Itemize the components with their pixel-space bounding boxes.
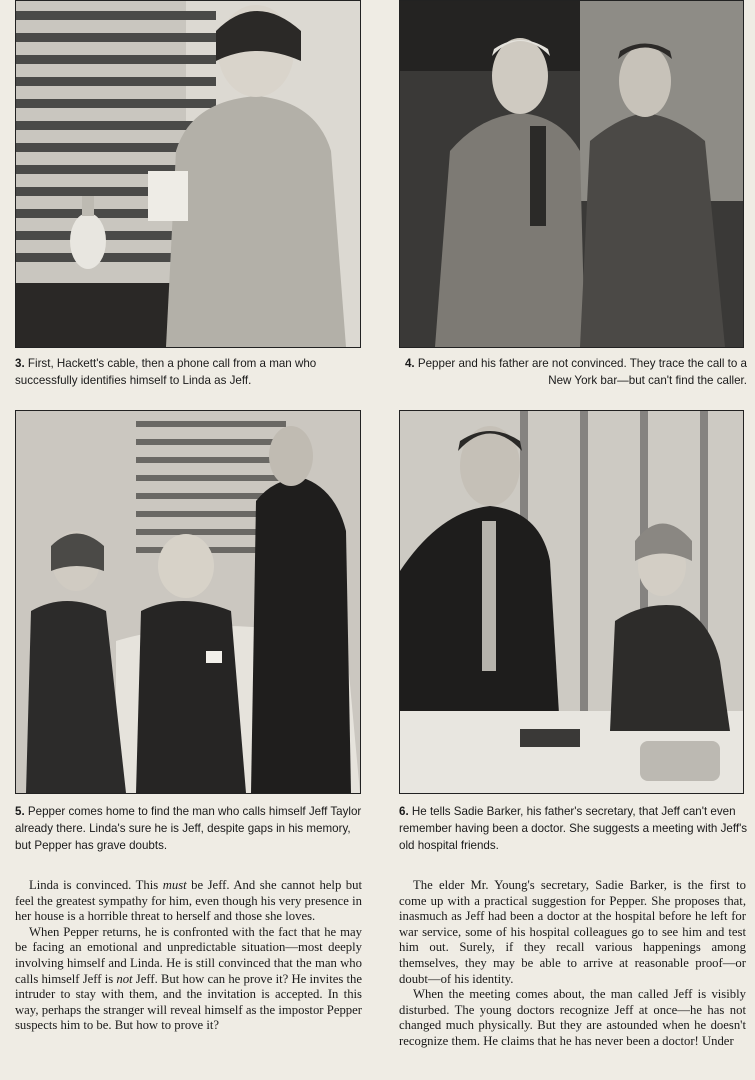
caption-3-number: 3. <box>15 357 25 370</box>
photo-3-image <box>16 1 360 347</box>
caption-4 <box>399 355 747 389</box>
caption-3-text: First, Hackett's cable, then a phone call from a man who successfully identifies himself to Linda as Jeff. <box>15 357 317 387</box>
caption-4-number: 4. <box>404 357 415 370</box>
emphasis: must <box>162 878 187 892</box>
caption-5-text: Pepper comes home to find the man who calls himself Jeff Taylor already there. Linda's sure he is Jeff, despite gaps in his memory, but Pepper has grave doubts. <box>15 805 362 852</box>
photo-4 <box>399 0 744 348</box>
text-run: be Jeff. And she cannot help but feel the greatest sympathy for him, even though his very presence in her house is a horrible threat to herself and those she loves. <box>15 878 362 924</box>
text-run: When Pepper returns, he is confronted with the fact that he may be facing an emotional and unpredictable situation—most deeply involving himself and Linda. He is still convinced that the man who calls himself Jeff is <box>15 924 362 986</box>
article-column-right <box>399 878 746 1050</box>
article-paragraph <box>15 878 362 925</box>
caption-6 <box>399 803 748 854</box>
text-run: Jeff. But how can he prove it? He invites the intruder to stay with them, and the invitation is accepted. In this way, perhaps the stranger will reveal himself as the impostor Pepper suspects him to be. But how to prove it? <box>15 971 362 1033</box>
caption-6-text: He tells Sadie Barker, his father's secretary, that Jeff can't even remember having been a doctor. She suggests a meeting with Jeff's old hospital friends. <box>399 805 748 852</box>
caption-5 <box>15 803 365 854</box>
article-paragraph: When the meeting comes about, the man called Jeff is visibly disturbed. The young doctors recognize Jeff at once—he has not changed much physically. But they are astounded when he doesn't recognize them. He claims that he has never been a doctor! Under <box>399 987 746 1048</box>
photo-6-image <box>400 411 743 793</box>
photo-6 <box>399 410 744 794</box>
photo-3 <box>15 0 361 348</box>
caption-5-number: 5. <box>15 805 25 818</box>
caption-3 <box>15 355 360 389</box>
caption-6-number: 6. <box>399 805 409 818</box>
emphasis: not <box>116 971 133 986</box>
article-paragraph <box>15 925 362 1034</box>
caption-4-text: Pepper and his father are not convinced. They trace the call to a New York bar—but can't find the caller. <box>417 357 747 387</box>
photo-5 <box>15 410 361 794</box>
article-column-left <box>15 878 362 1034</box>
text-run: Linda is convinced. This <box>29 878 163 892</box>
photo-5-image <box>16 411 360 793</box>
photo-4-image <box>400 1 743 347</box>
article-paragraph: The elder Mr. Young's secretary, Sadie Barker, is the first to come up with a practical suggestion for Pepper. She proposes that, inasmuch as Jeff had been a doctor at the hospital before he left for war service, some of his hospital colleagues go to see him and test him out. Surely, if they recall various happenings among themselves, they may be able to arrive at reasonable proof—or doubt—of his identity. <box>399 878 746 986</box>
